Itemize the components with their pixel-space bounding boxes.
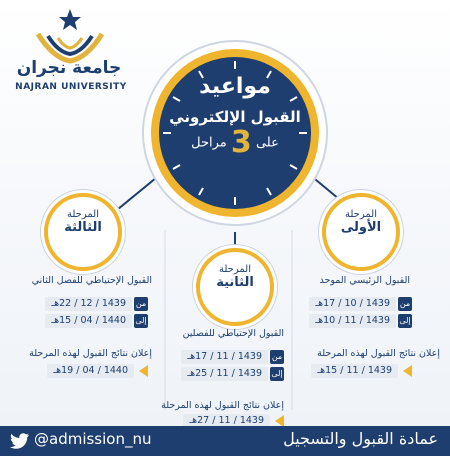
phase-third-section: القبول الإحتياطي للفصل الثاني xyxy=(31,275,152,286)
from-tag: من xyxy=(270,350,284,364)
phase-second-results-date: 1439 / 11 / 27هـ xyxy=(183,414,270,428)
phase-second-label: المرحلة xyxy=(219,264,251,275)
headline-line2: القبول الإلكتروني xyxy=(169,108,301,126)
from-tag: من xyxy=(134,297,148,311)
from-tag: من xyxy=(398,297,412,311)
headline xyxy=(160,72,310,159)
phase-first-results-row xyxy=(300,364,412,378)
pointer-icon xyxy=(139,365,148,377)
phase-second-to-date: 1439 / 11 / 25هـ xyxy=(181,367,268,381)
phase-third-results-label: إعلان نتائج القبول لهذه المرحلة xyxy=(29,348,152,359)
phase-second-to-row xyxy=(180,367,284,381)
to-tag: إلى xyxy=(270,367,284,381)
phase-second-bubble xyxy=(196,248,274,326)
phase-second-from-date: 1439 / 11 / 17هـ xyxy=(181,350,268,364)
phase-first-results-label: إعلان نتائج القبول لهذه المرحلة xyxy=(317,348,440,359)
pointer-icon xyxy=(403,365,412,377)
headline-suffix: مراحل xyxy=(191,135,227,151)
headline-line3 xyxy=(160,125,310,160)
phase-first-from-date: 1439 / 10 / 17هـ xyxy=(309,297,396,311)
phase-third-name: الثالثة xyxy=(64,220,102,235)
to-tag: إلى xyxy=(398,314,412,328)
twitter-handle[interactable]: @admission_nu xyxy=(34,430,152,448)
headline-line1: مواعيد xyxy=(199,74,271,99)
logo-english-name: NAJRAN UNIVERSITY xyxy=(15,82,127,92)
phase-third-from-row xyxy=(18,297,148,311)
phase-first-results-date: 1439 / 11 / 15هـ xyxy=(311,364,398,378)
phase-first-from-row xyxy=(300,297,412,311)
department-name: عمادة القبول والتسجيل xyxy=(283,429,438,448)
phase-first-section: القبول الرئيسي الموحد xyxy=(319,275,410,286)
phase-first-to-row xyxy=(300,314,412,328)
phase-third-to-date: 1440 / 04 / 15هـ xyxy=(45,314,132,328)
phase-second-results-label: إعلان نتائج القبول لهذه المرحلة xyxy=(161,400,284,411)
phase-third-bubble xyxy=(44,193,122,271)
phase-first-to-date: 1439 / 11 / 10هـ xyxy=(309,314,396,328)
logo-arabic-name: جامعة نجران xyxy=(16,58,122,78)
phase-second-from-row xyxy=(180,350,284,364)
phase-third-label: المرحلة xyxy=(67,209,99,220)
headline-prefix: على xyxy=(255,135,279,151)
phase-second-section: القبول الإحتياطي للفصلين xyxy=(182,328,284,339)
phase-first-bubble xyxy=(322,193,400,271)
phase-second-name: الثانية xyxy=(216,275,254,290)
twitter-icon[interactable] xyxy=(10,432,30,450)
phase-third-results-row xyxy=(30,364,148,378)
phase-third-results-date: 1440 / 04 / 19هـ xyxy=(47,364,134,378)
phase-first-label: المرحلة xyxy=(345,209,377,220)
phase-third-from-date: 1439 / 12 / 22هـ xyxy=(45,297,132,311)
to-tag: إلى xyxy=(134,314,148,328)
phase-first-name: الأولى xyxy=(340,220,382,235)
headline-number: 3 xyxy=(230,125,252,160)
phase-third-to-row xyxy=(18,314,148,328)
